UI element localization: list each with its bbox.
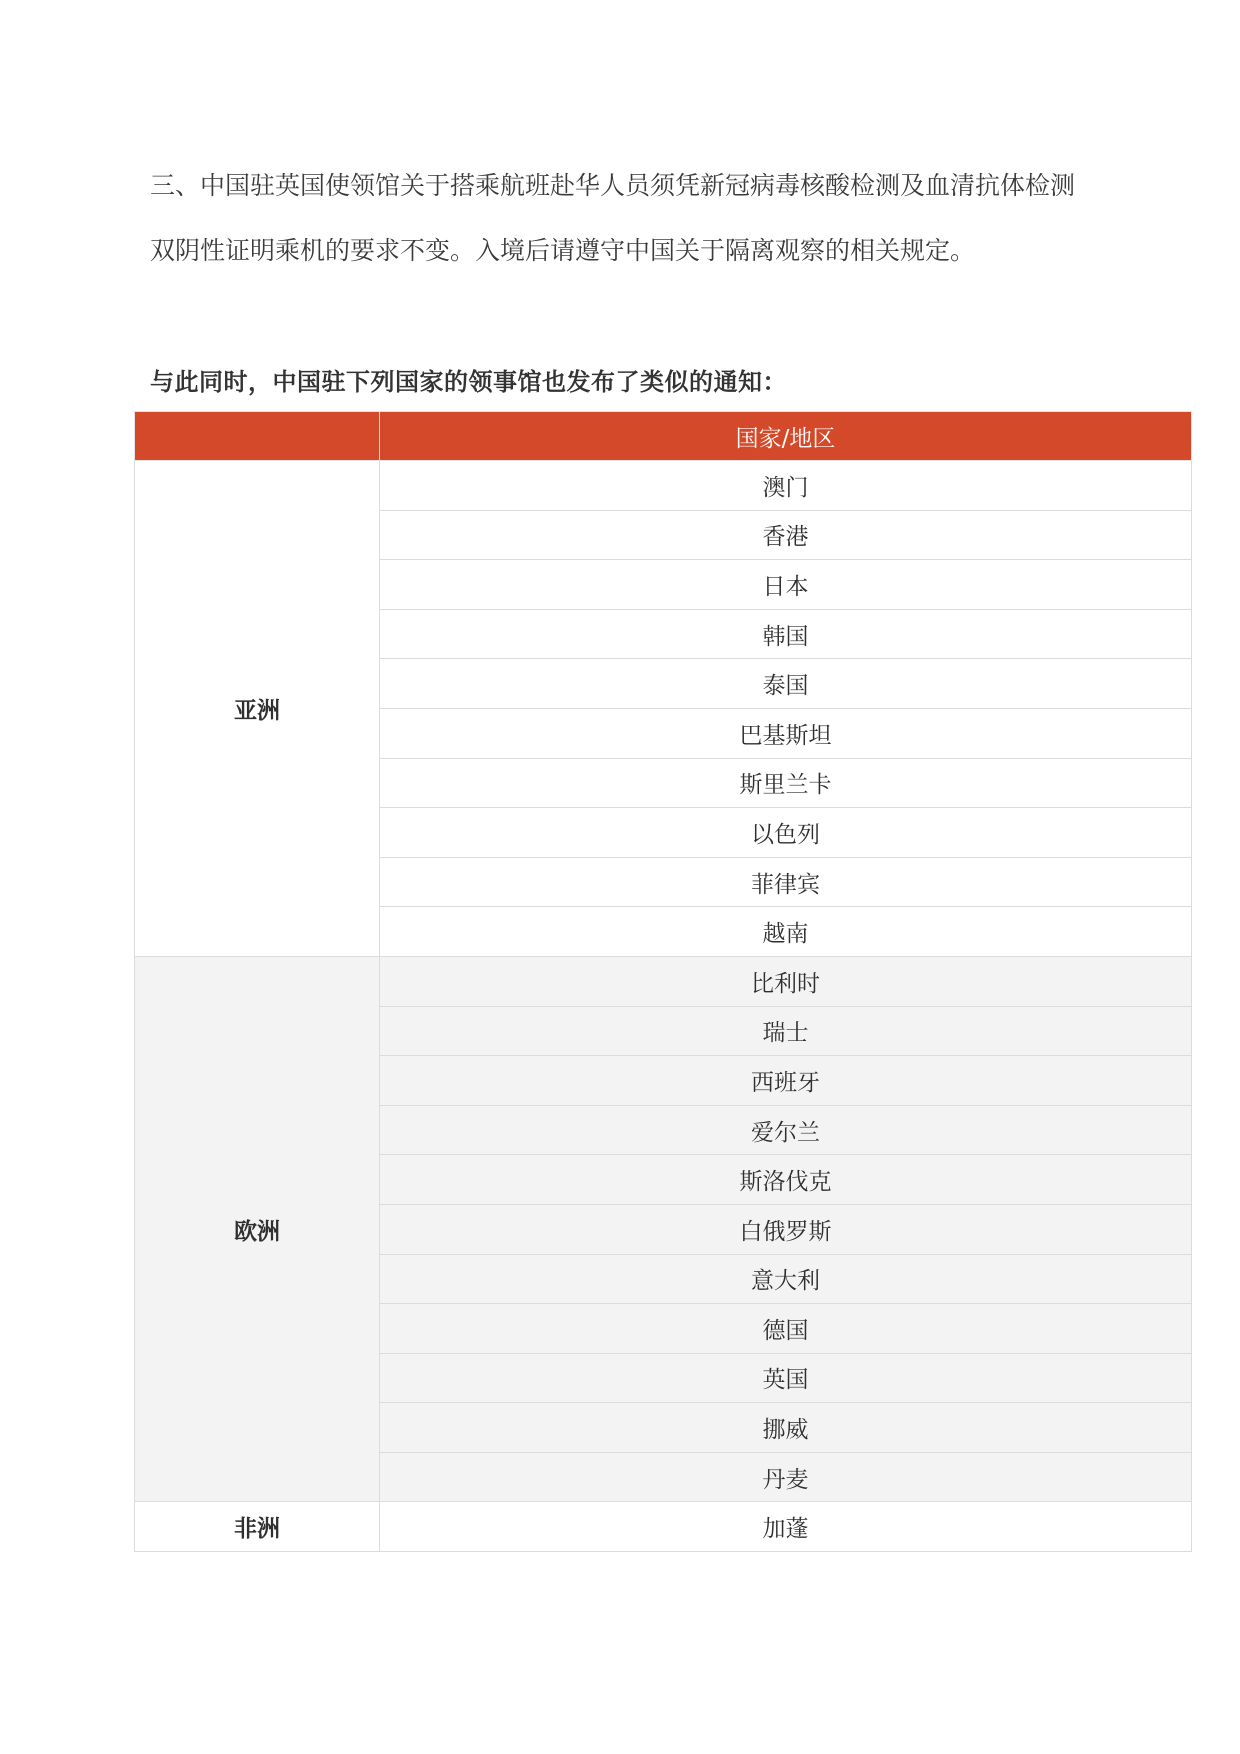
country-cell: 德国: [380, 1304, 1192, 1354]
table-row: [135, 461, 1192, 511]
country-cell: 英国: [380, 1353, 1192, 1403]
country-cell: 加蓬: [380, 1502, 1192, 1552]
table-header-row: [135, 412, 1192, 461]
country-cell: 日本: [380, 560, 1192, 610]
country-cell: 越南: [380, 907, 1192, 957]
country-cell: 巴基斯坦: [380, 708, 1192, 758]
country-cell: 西班牙: [380, 1056, 1192, 1106]
country-cell: 菲律宾: [380, 857, 1192, 907]
country-cell: 泰国: [380, 659, 1192, 709]
country-cell: 斯里兰卡: [380, 758, 1192, 808]
country-cell: 以色列: [380, 808, 1192, 858]
country-cell: 白俄罗斯: [380, 1204, 1192, 1254]
header-region-cell: [135, 412, 380, 461]
countries-table: [134, 411, 1192, 1552]
region-cell-asia: 亚洲: [135, 461, 380, 957]
paragraph-line-2: 双阴性证明乘机的要求不变。入境后请遵守中国关于隔离观察的相关规定。: [150, 236, 976, 265]
paragraph-line-1: 三、中国驻英国使领馆关于搭乘航班赴华人员须凭新冠病毒核酸检测及血清抗体检测: [150, 171, 1076, 200]
region-cell-africa: 非洲: [135, 1502, 380, 1552]
country-cell: 香港: [380, 510, 1192, 560]
table-row: [135, 1502, 1192, 1552]
country-cell: 韩国: [380, 609, 1192, 659]
table-row: [135, 956, 1192, 1006]
country-cell: 澳门: [380, 461, 1192, 511]
country-cell: 瑞士: [380, 1006, 1192, 1056]
region-cell-europe: 欧洲: [135, 956, 380, 1502]
country-cell: 挪威: [380, 1403, 1192, 1453]
country-cell: 丹麦: [380, 1452, 1192, 1502]
country-cell: 斯洛伐克: [380, 1155, 1192, 1205]
country-cell: 比利时: [380, 956, 1192, 1006]
country-cell: 意大利: [380, 1254, 1192, 1304]
header-country-cell: 国家/地区: [380, 412, 1192, 461]
section-heading: 与此同时，中国驻下列国家的领事馆也发布了类似的通知：: [150, 368, 787, 396]
country-cell: 爱尔兰: [380, 1105, 1192, 1155]
